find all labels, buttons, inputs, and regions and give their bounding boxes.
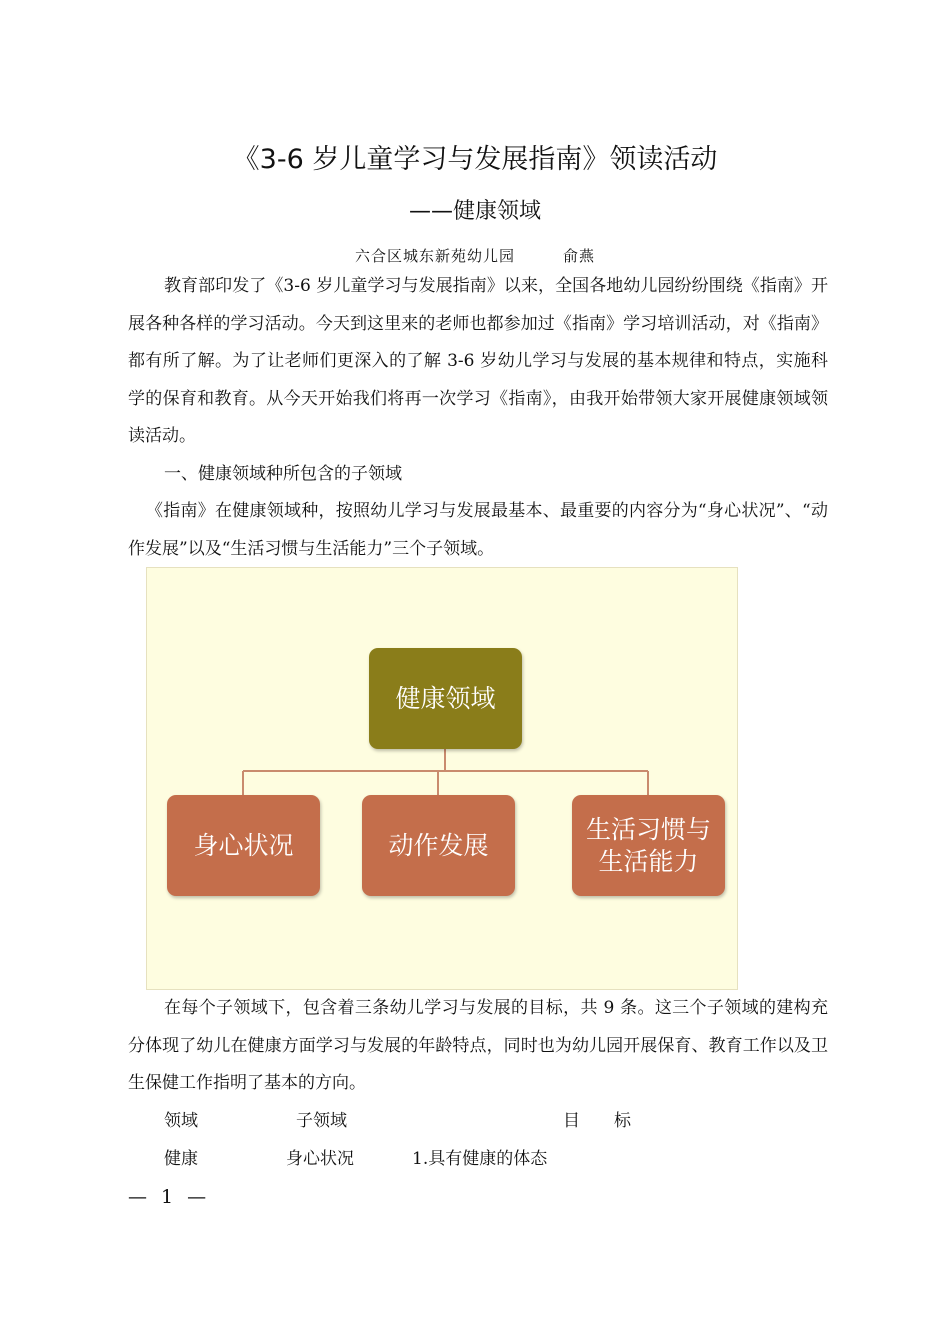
health-domain-diagram (146, 567, 738, 990)
diagram-child-label: 动作发展 (388, 830, 489, 860)
diagram-child-label: 生活习惯与 生活能力 (585, 814, 711, 876)
table-cell-subdomain: 身心状况 (286, 1149, 354, 1169)
table-header-goal: 目 标 (563, 1111, 631, 1131)
intro-paragraph: 教育部印发了《3-6 岁儿童学习与发展指南》以来，全国各地幼儿园纷纷围绕《指南》开展各种各样的学习活动。今天到这里来的老师也都参加过《指南》学习培训活动，对《指南》都有所了解。为了让老师们更深入的了解 3-6 岁幼儿学习与发展的基本规律和特点，实施科学的保育和教育。从今天开始我们将再一次学习《指南》，由我开始带领大家开展健康领域领读活动。 (128, 276, 828, 446)
author-line (0, 243, 950, 269)
document-subtitle: ——健康领域 (408, 199, 541, 224)
author-organization: 六合区城东新苑幼儿园 (354, 247, 515, 265)
diagram-root-label: 健康领域 (395, 683, 496, 713)
diagram-child-node (167, 795, 320, 896)
section-paragraph: 《指南》在健康领域种，按照幼儿学习与发展最基本、最重要的内容分为“身心状况”、“动作发展”以及“生活习惯与生活能力”三个子领域。 (128, 501, 828, 559)
table-cell-goal: 1.具有健康的体态 (412, 1149, 548, 1169)
diagram-root-node (369, 648, 522, 749)
table-cell-domain: 健康 (164, 1149, 198, 1169)
diagram-connectors (147, 568, 739, 991)
author-name: 俞燕 (563, 247, 596, 265)
section-heading: 一、健康领域种所包含的子领域 (164, 464, 402, 484)
after-figure-paragraph: 在每个子领域下，包含着三条幼儿学习与发展的目标，共 9 条。这三个子领域的建构充分体现了幼儿在健康方面学习与发展的年龄特点，同时也为幼儿园开展保育、教育工作以及卫生保健工作指明了基本的方向。 (128, 998, 828, 1093)
diagram-child-node (572, 795, 725, 896)
table-header-domain: 领域 (164, 1111, 198, 1131)
table-header-subdomain: 子领域 (296, 1111, 347, 1131)
diagram-child-label: 身心状况 (193, 830, 294, 860)
document-title: 《3-6 岁儿童学习与发展指南》领读活动 (232, 144, 718, 175)
diagram-child-node (362, 795, 515, 896)
page-number: — 1 — (128, 1186, 211, 1208)
